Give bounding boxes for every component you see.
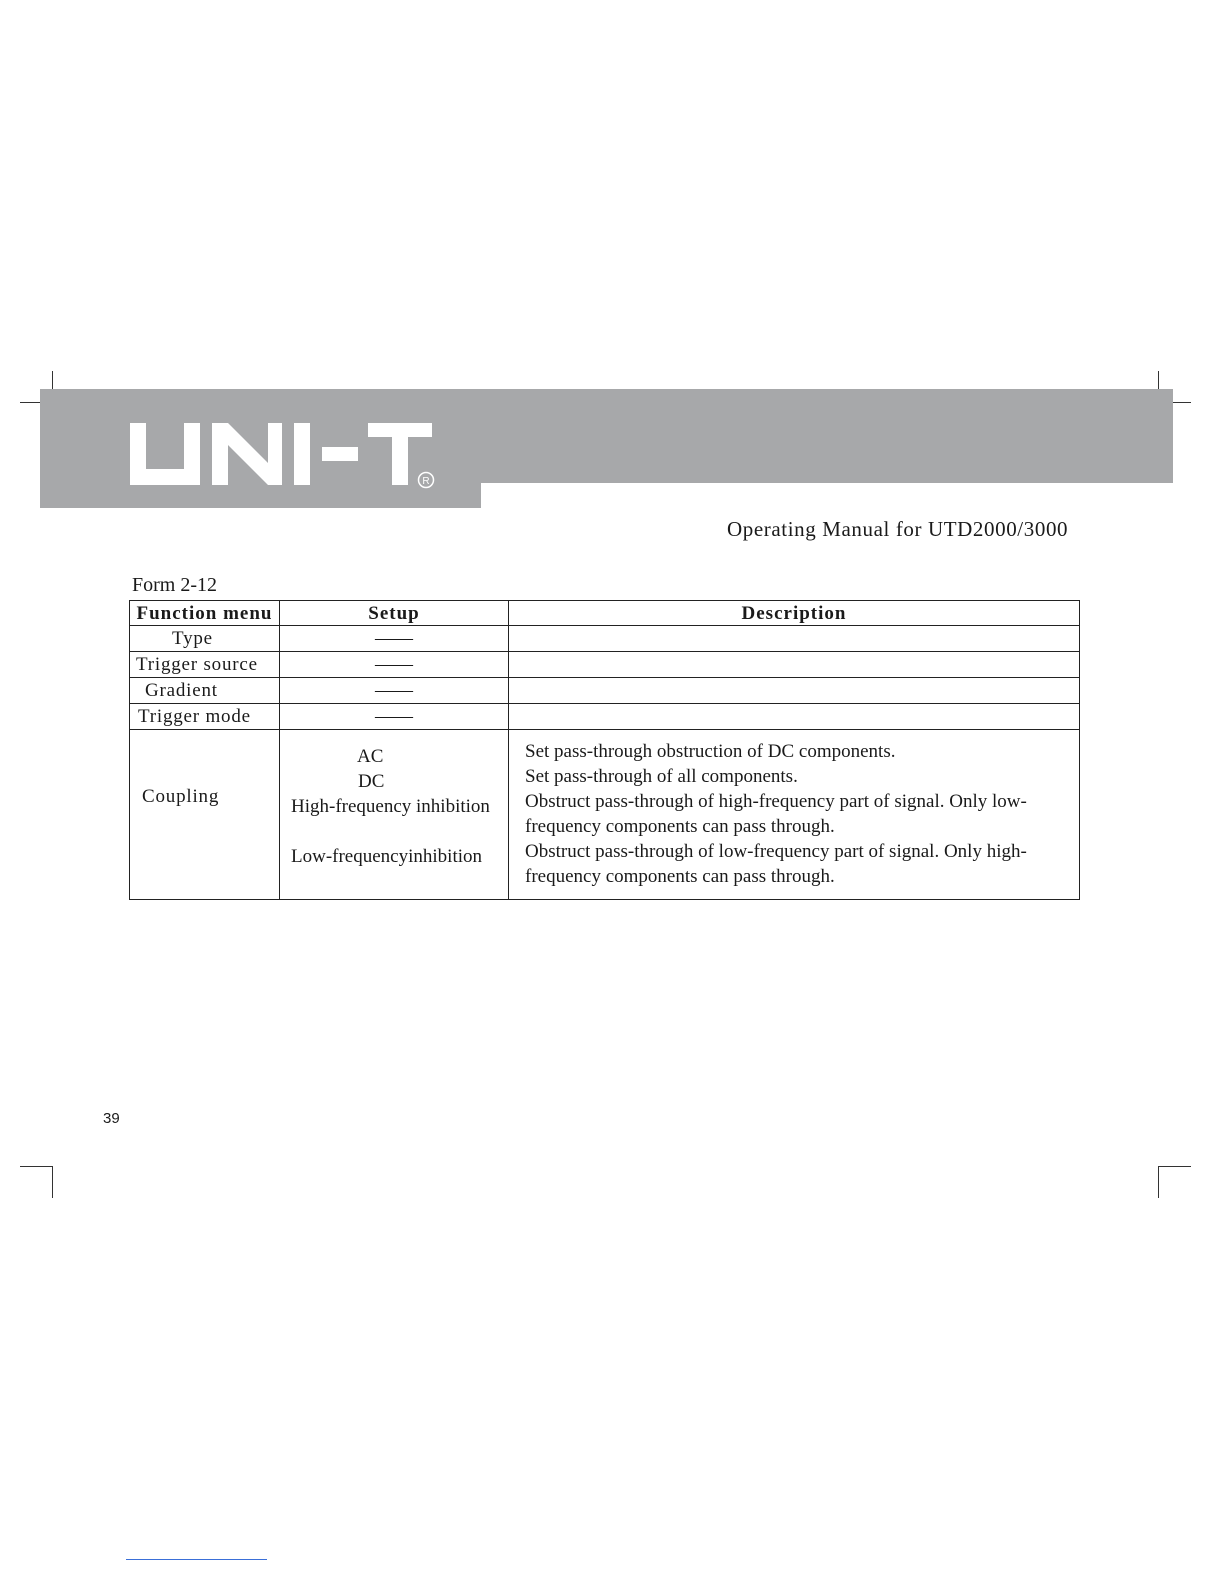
header-function-menu: Function menu (130, 601, 280, 626)
uni-t-logo (130, 423, 440, 489)
description-cell (509, 678, 1080, 704)
setup-option: DC (358, 771, 385, 792)
setup-option: Low-frequencyinhibition (291, 846, 483, 867)
table-row-coupling (130, 730, 1080, 900)
function-cell: Trigger source (130, 652, 280, 678)
description-cell (509, 704, 1080, 730)
description-line: frequency components can pass through. (525, 866, 835, 887)
setup-cell: —— (280, 626, 509, 652)
table-row (130, 678, 1080, 704)
description-cell (509, 652, 1080, 678)
crop-mark (52, 1166, 53, 1198)
setup-cell (280, 730, 509, 900)
coupling-label: Coupling (142, 786, 220, 807)
footer-rule (126, 1559, 267, 1560)
setup-option: AC (357, 746, 384, 767)
description-cell (509, 730, 1080, 900)
registered-mark: R (422, 476, 430, 487)
trigger-settings-table (129, 600, 1080, 900)
description-line: Obstruct pass-through of low-frequency part of signal. Only high- (525, 841, 1027, 862)
function-cell (130, 730, 280, 900)
header-description: Description (509, 601, 1080, 626)
manual-title: Operating Manual for UTD2000/3000 (727, 517, 1069, 541)
setup-cell: —— (280, 704, 509, 730)
description-cell (509, 626, 1080, 652)
function-cell: Trigger mode (130, 704, 280, 730)
table-row (130, 626, 1080, 652)
description-line: Set pass-through obstruction of DC components. (525, 741, 896, 762)
function-cell: Type (130, 626, 280, 652)
description-line: Obstruct pass-through of high-frequency part of signal. Only low- (525, 791, 1027, 812)
function-cell: Gradient (130, 678, 280, 704)
page-number: 39 (103, 1110, 120, 1127)
crop-mark (20, 1166, 53, 1167)
header-setup: Setup (280, 601, 509, 626)
table-header-row (130, 601, 1080, 626)
form-label: Form 2-12 (132, 574, 217, 596)
description-line: Set pass-through of all components. (525, 766, 798, 787)
crop-mark (1158, 1166, 1191, 1167)
setup-option: High-frequency inhibition (291, 796, 490, 817)
table-row (130, 704, 1080, 730)
setup-cell: —— (280, 678, 509, 704)
crop-mark (20, 402, 40, 403)
crop-mark (1158, 1166, 1159, 1198)
description-line: frequency components can pass through. (525, 816, 835, 837)
table-row (130, 652, 1080, 678)
setup-cell: —— (280, 652, 509, 678)
crop-mark (1173, 402, 1191, 403)
